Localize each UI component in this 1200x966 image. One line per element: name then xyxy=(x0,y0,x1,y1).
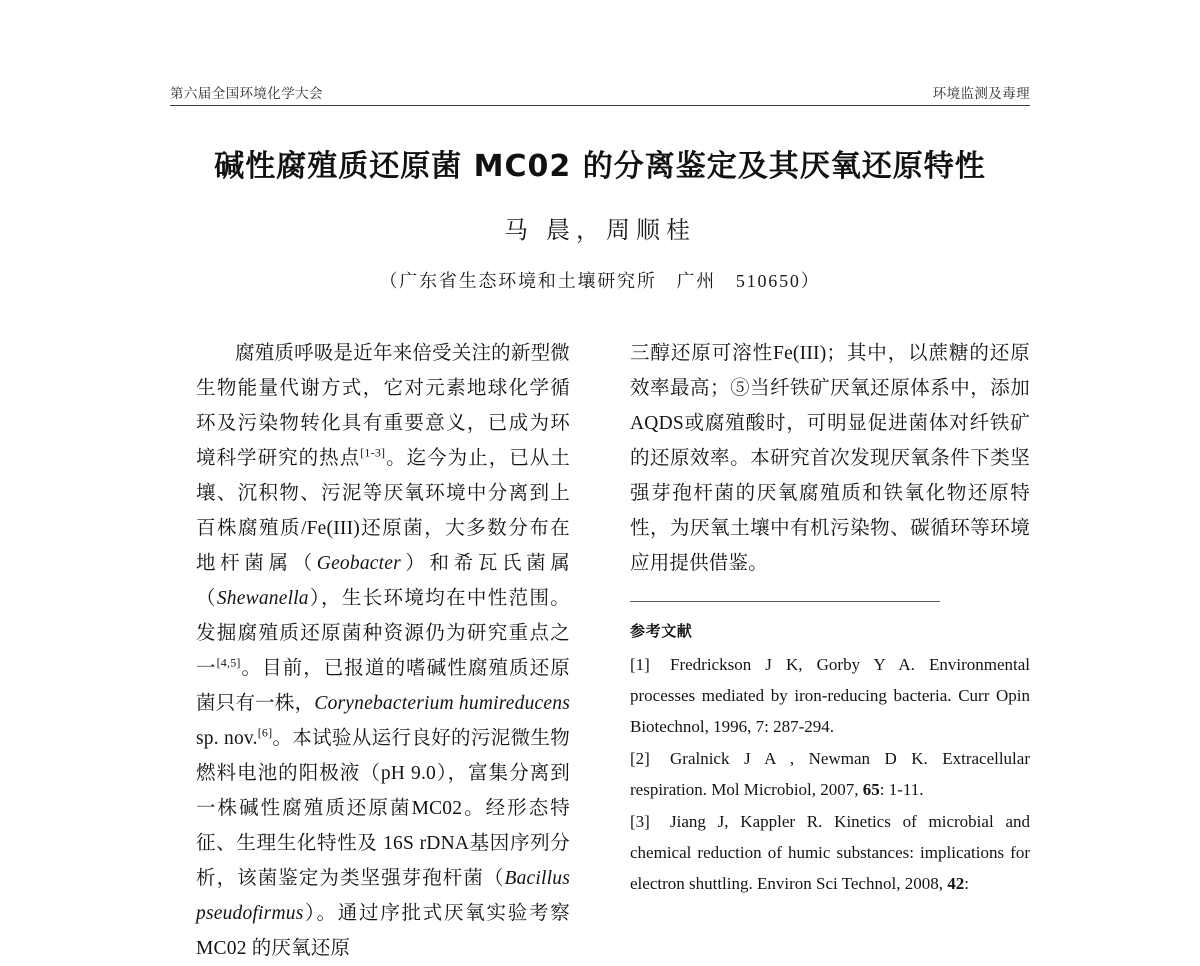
text-run-2: 。迄今为止，已从土壤、沉积物、污泥等厌氧环境中分离到上百株腐殖质/Fe(III)还原菌，大多数分布在地杆菌属（ xyxy=(196,448,570,574)
reference-volume: 42 xyxy=(947,874,965,893)
citation-marker-1: [1-3] xyxy=(360,445,386,460)
citation-marker-3: [6] xyxy=(257,725,273,740)
text-run-4: ），生长环境均在中性范围。发掘腐殖质还原菌种资源仍为研究重点之一 xyxy=(196,588,571,679)
text-run-6: 。本试验从运行良好的污泥微生物燃料电池的阳极液（pH 9.0），富集分离到一株碱性腐殖质还原菌MC02。经形态特征、生理生化特性及 16S rDNA基因序列分析，该菌鉴定为类坚强芽孢杆菌（ xyxy=(196,728,570,889)
genus-name-geobacter: Geobacter xyxy=(316,553,401,574)
reference-text: Fredrickson J K, Gorby Y A. Environmental processes mediated by iron-reducing bacteria. Curr Opin Biotechnol, 1996, 7: 287-294. xyxy=(630,655,1030,736)
title-block xyxy=(170,148,1030,293)
reference-number: [2] xyxy=(630,749,650,768)
citation-marker-2: [4,5] xyxy=(216,655,241,670)
reference-text: Gralnick J A , Newman D K. Extracellular respiration. Mol Microbiol, 2007, xyxy=(630,749,1030,799)
reference-pages: : xyxy=(964,874,969,893)
species-suffix-1: sp. nov. xyxy=(196,728,258,749)
affiliation: （广东省生态环境和土壤研究所 广州 510650） xyxy=(379,270,821,291)
text-run-3: ）和希瓦氏菌属（ xyxy=(196,553,570,609)
genus-name-shewanella: Shewanella xyxy=(216,588,309,609)
body-columns xyxy=(170,336,1030,959)
references-divider xyxy=(630,601,940,602)
reference-number: [3] xyxy=(630,812,650,831)
text-run-7: ）。通过序批式厌氧实验考察MC02 的厌氧还原 xyxy=(196,903,570,959)
text-run-5: 。目前，已报道的嗜碱性腐殖质还原菌只有一株， xyxy=(196,658,570,714)
species-name-corynebacterium: Corynebacterium humireducens xyxy=(314,693,570,714)
reference-pages: : 1-11. xyxy=(879,780,924,799)
reference-number: [1] xyxy=(630,655,650,674)
author-list: 马 晨，周顺桂 xyxy=(504,217,696,244)
list-item xyxy=(630,806,1030,899)
column-left xyxy=(196,336,571,959)
running-header xyxy=(170,82,1030,106)
running-header-right: 环境监测及毒理 xyxy=(932,86,1030,102)
page-title: 碱性腐殖质还原菌 MC02 的分离鉴定及其厌氧还原特性 xyxy=(214,149,986,184)
references-list xyxy=(630,649,1030,899)
species-name-bacillus: Bacillus pseudofirmus xyxy=(196,868,570,924)
abstract-paragraph-left xyxy=(196,336,570,966)
running-header-left: 第六届全国环境化学大会 xyxy=(170,86,323,102)
reference-text: Jiang J, Kappler R. Kinetics of microbial and chemical reduction of humic substances: implications for electron shuttling. Environ Sci Technol, 2008, xyxy=(630,812,1030,893)
column-right xyxy=(630,336,1030,897)
list-item xyxy=(630,649,1030,742)
list-item xyxy=(630,743,1030,805)
abstract-paragraph-right: 三醇还原可溶性Fe(III)；其中，以蔗糖的还原效率最高；⑤当纤铁矿厌氧还原体系中，添加AQDS或腐殖酸时，可明显促进菌体对纤铁矿的还原效率。本研究首次发现厌氧条件下类坚强芽孢杆菌的厌氧腐殖质和铁氧化物还原特性，为厌氧土壤中有机污染物、碳循环等环境应用提供借鉴。 xyxy=(630,343,1030,574)
references-heading: 参考文献 xyxy=(630,622,693,640)
reference-volume: 65 xyxy=(862,780,880,799)
text-run-1: 腐殖质呼吸是近年来倍受关注的新型微生物能量代谢方式，它对元素地球化学循环及污染物转化具有重要意义，已成为环境科学研究的热点 xyxy=(196,343,570,469)
